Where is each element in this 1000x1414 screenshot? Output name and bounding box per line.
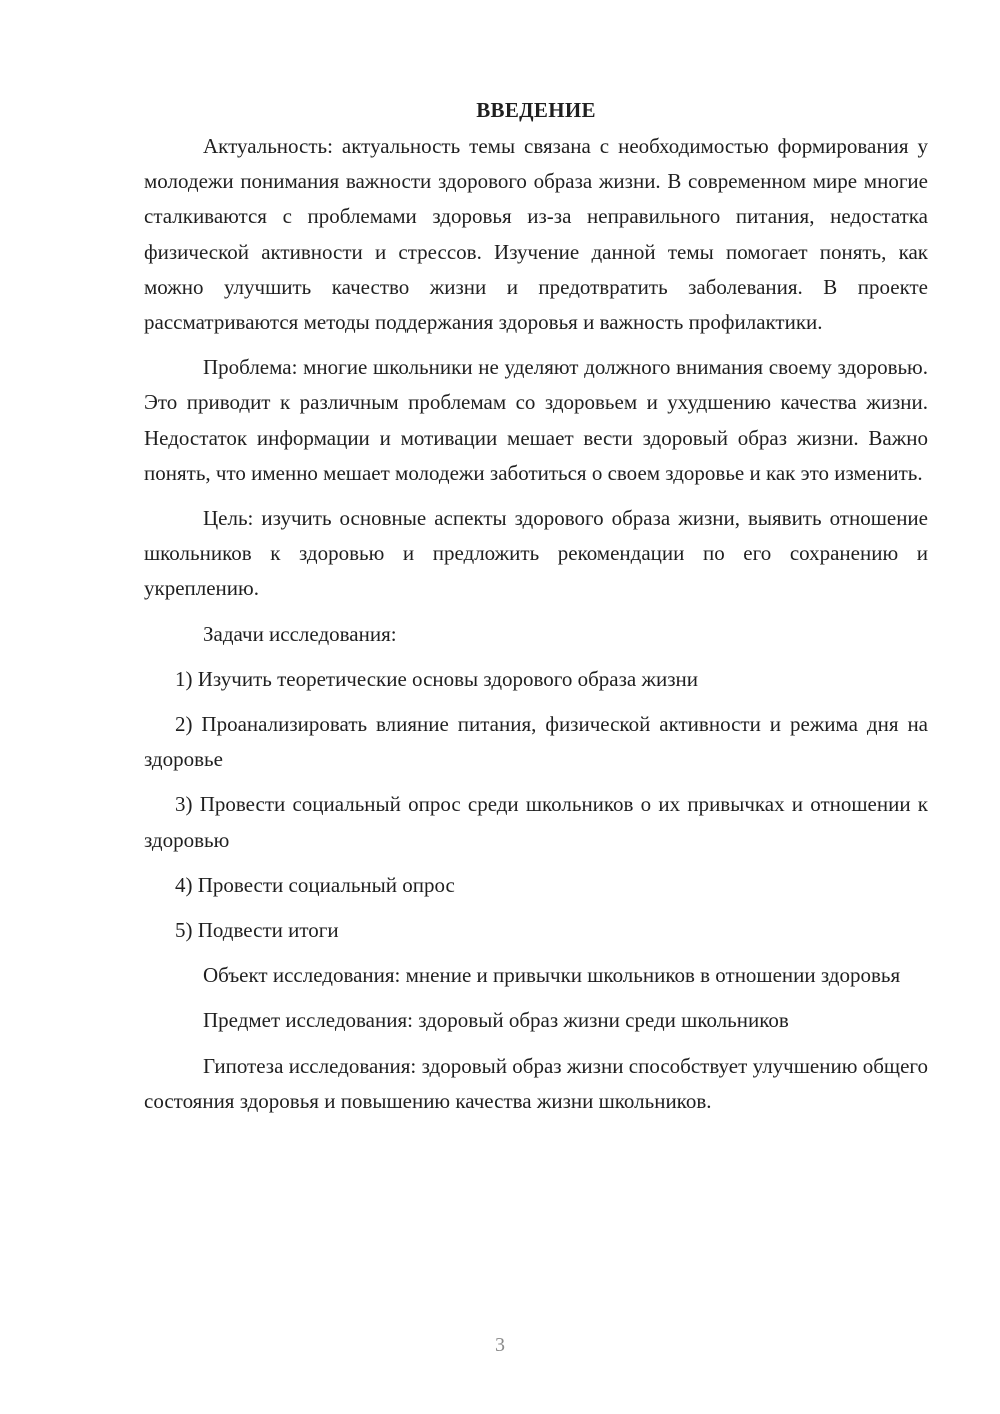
section-heading: ВВЕДЕНИЕ: [476, 98, 596, 122]
paragraph-object: Объект исследования: мнение и привычки школьников в отношении здоровья: [203, 963, 901, 988]
task-list-item: 5) Подвести итоги: [175, 918, 339, 943]
paragraph-hypothesis: Гипотеза исследования: здоровый образ жизни способствует улучшению общего состояния здоровья и повышению качества жизни школьников.: [144, 1053, 928, 1113]
paragraph-tasks-heading: Задачи исследования:: [203, 621, 397, 646]
paragraph-subject: Предмет исследования: здоровый образ жизни среди школьников: [203, 1008, 789, 1033]
task-list-item: 1) Изучить теоретические основы здорового образа жизни: [175, 666, 699, 691]
paragraph-problem: Проблема: многие школьники не уделяют должного внимания своему здоровью. Это приводит к различным проблемам со здоровьем и ухудшению качества жизни. Недостаток информации и мотивации мешает вести здоровый образ жизни. Важно понять, что именно мешает молодежи заботиться о своем здоровье и как это изменить.: [144, 355, 928, 485]
page-content: [144, 93, 928, 1129]
task-list-item: 3) Провести социальный опрос среди школьников о их привычках и отношении к здоровью: [144, 792, 928, 852]
task-list-item: 2) Проанализировать влияние питания, физической активности и режима дня на здоровье: [144, 712, 928, 772]
page-number: 3: [495, 1334, 505, 1356]
paragraph-relevance: Актуальность: актуальность темы связана с необходимостью формирования у молодежи понимания важности здорового образа жизни. В современном мире многие сталкиваются с проблемами здоровья из-за неправильного питания, недостатка физической активности и стрессов. Изучение данной темы помогает понять, как можно улучшить качество жизни и предотвратить заболевания. В проекте рассматриваются методы поддержания здоровья и важность профилактики.: [144, 134, 928, 335]
paragraph-goal: Цель: изучить основные аспекты здорового образа жизни, выявить отношение школьников к здоровью и предложить рекомендации по его сохранению и укреплению.: [144, 506, 928, 601]
task-list-item: 4) Провести социальный опрос: [175, 872, 455, 897]
